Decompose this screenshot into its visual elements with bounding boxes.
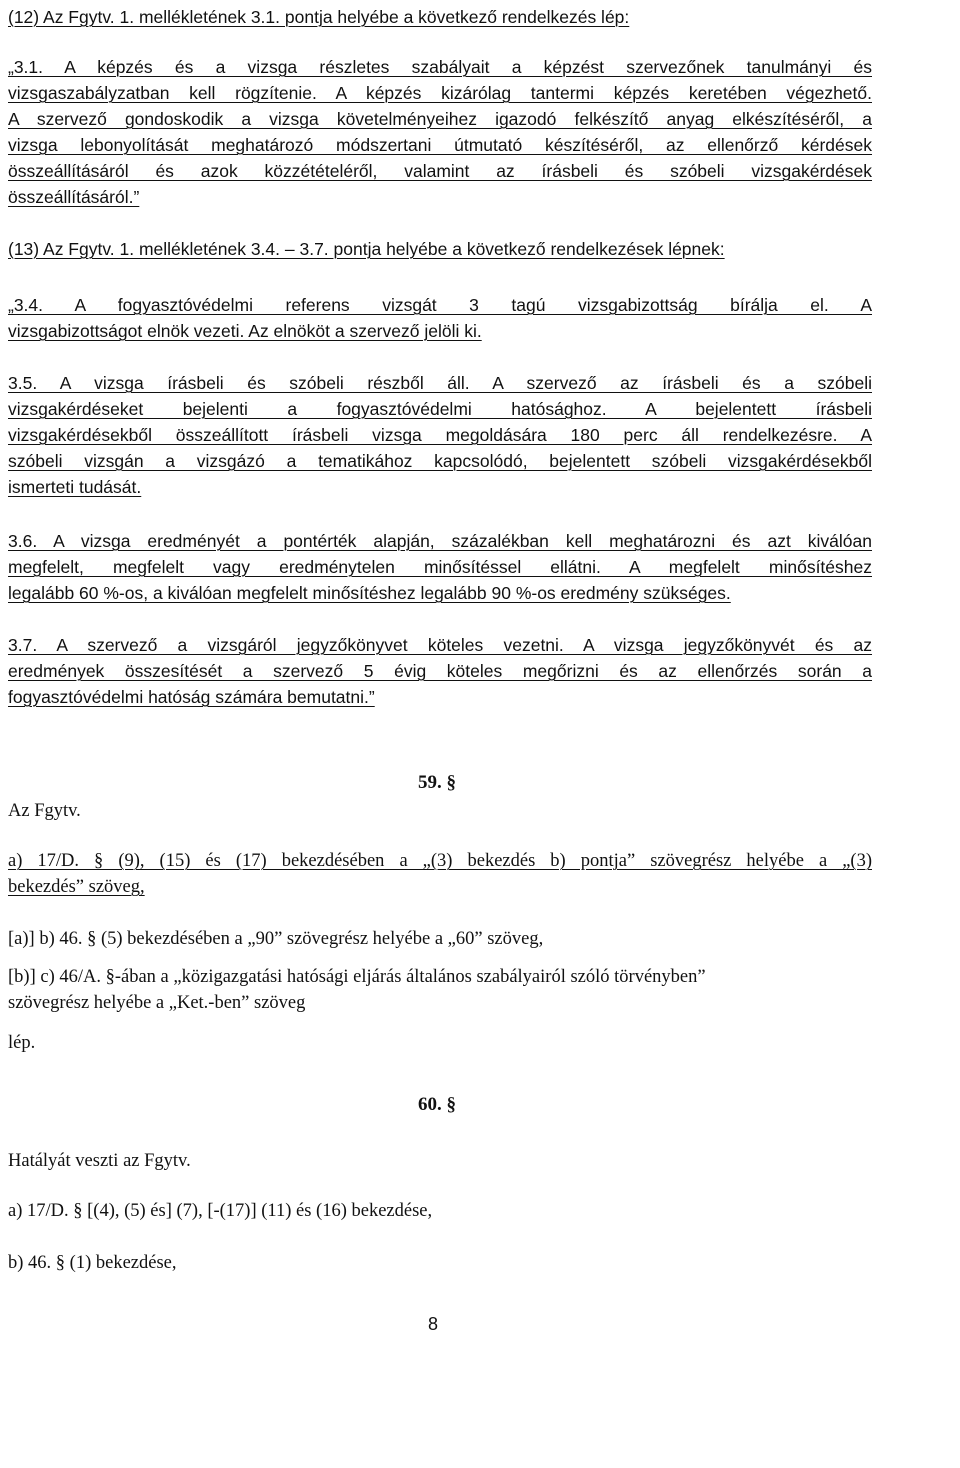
section-60-item-a: a) 17/D. § [(4), (5) és] (7), [-(17)] (11) és (16) bekezdése, — [8, 1201, 433, 1221]
section-59-closing: lép. — [8, 1033, 36, 1053]
para-3-7-line: eredmények összesítését a szervező 5 évig köteles megőrizni és az ellenőrzés során a — [8, 661, 872, 681]
para-3-5-line: vizsgakérdésekből összeállított írásbeli vizsga megoldására 180 perc áll rendelkezésre. A — [8, 425, 872, 445]
para-3-1-line: vizsgaszabályzatban kell rögzítenie. A képzés kizárólag tantermi képzés keretében végezhető. — [8, 83, 872, 103]
para-3-1-line: vizsga lebonyolítását meghatározó módszertani útmutató készítéséről, az ellenőrző kérdések — [8, 135, 872, 155]
section-59-intro: Az Fgytv. — [8, 801, 81, 821]
para-3-5-line: vizsgakérdéseket bejelenti a fogyasztóvédelmi hatósághoz. A bejelentett írásbeli — [8, 399, 872, 419]
section-60-item-b: b) 46. § (1) bekezdése, — [8, 1253, 177, 1273]
para-3-7-line: fogyasztóvédelmi hatóság számára bemutatni.” — [8, 687, 375, 707]
para-3-1-line: „3.1. A képzés és a vizsga részletes szabályait a képzést szervezőnek tanulmányi és — [8, 57, 872, 77]
para-3-7-line: 3.7. A szervező a vizsgáról jegyzőkönyvet köteles vezetni. A vizsga jegyzőkönyvét és az — [8, 635, 872, 655]
para-3-5-line: szóbeli vizsgán a vizsgázó a tematikához kapcsolódó, bejelentett szóbeli vizsgakérdésekből — [8, 451, 872, 471]
para-3-6-line: legalább 60 %-os, a kiválóan megfelelt minősítéshez legalább 90 %-os eredmény szükséges. — [8, 583, 731, 603]
para-3-5-line: ismerteti tudását. — [8, 477, 142, 497]
para-3-4-line: „3.4. A fogyasztóvédelmi referens vizsgát 3 tagú vizsgabizottság bírálja el. A — [8, 295, 872, 315]
section-59-item-c: szövegrész helyébe a „Ket.-ben” szöveg — [8, 993, 306, 1013]
section-59-item-a: bekezdés” szöveg, — [8, 877, 145, 897]
section-59-item-a: a) 17/D. § (9), (15) és (17) bekezdésében a „(3) bekezdés b) pontja” szövegrész helyébe a „(3) — [8, 851, 872, 871]
para-3-1-line: A szervező gondoskodik a vizsga követelményeihez igazodó felkészítő anyag elkészítéséről, a — [8, 109, 872, 129]
section-59-item-b: [a)] b) 46. § (5) bekezdésében a „90” szövegrész helyébe a „60” szöveg, — [8, 929, 544, 949]
section-59-heading: 59. § — [418, 772, 456, 793]
section-60-intro: Hatályát veszti az Fgytv. — [8, 1151, 191, 1171]
page-number: 8 — [428, 1314, 439, 1334]
para-3-5-line: 3.5. A vizsga írásbeli és szóbeli részből áll. A szervező az írásbeli és a szóbeli — [8, 373, 872, 393]
section-59-item-c: [b)] c) 46/A. §-ában a „közigazgatási hatósági eljárás általános szabályairól szóló törvényben” — [8, 967, 706, 987]
para-3-6-line: 3.6. A vizsga eredményét a pontérték alapján, százalékban kell meghatározni és azt kiválóan — [8, 531, 872, 551]
para-3-6-line: megfelelt, megfelelt vagy eredménytelen minősítéssel ellátni. A megfelelt minősítéshez — [8, 557, 872, 577]
section-60-heading: 60. § — [418, 1094, 456, 1115]
para-3-4-line: vizsgabizottságot elnök vezeti. Az elnököt a szervező jelöli ki. — [8, 321, 482, 341]
para-3-1-line: összeállításáról.” — [8, 187, 140, 207]
amendment-13-heading: (13) Az Fgytv. 1. mellékletének 3.4. – 3.7. pontja helyébe a következő rendelkezések lépnek: — [8, 239, 725, 259]
para-3-1-line: összeállításáról és azok közzétételéről, valamint az írásbeli és szóbeli vizsgakérdések — [8, 161, 872, 181]
amendment-12-heading: (12) Az Fgytv. 1. mellékletének 3.1. pontja helyébe a következő rendelkezés lép: — [8, 7, 630, 27]
